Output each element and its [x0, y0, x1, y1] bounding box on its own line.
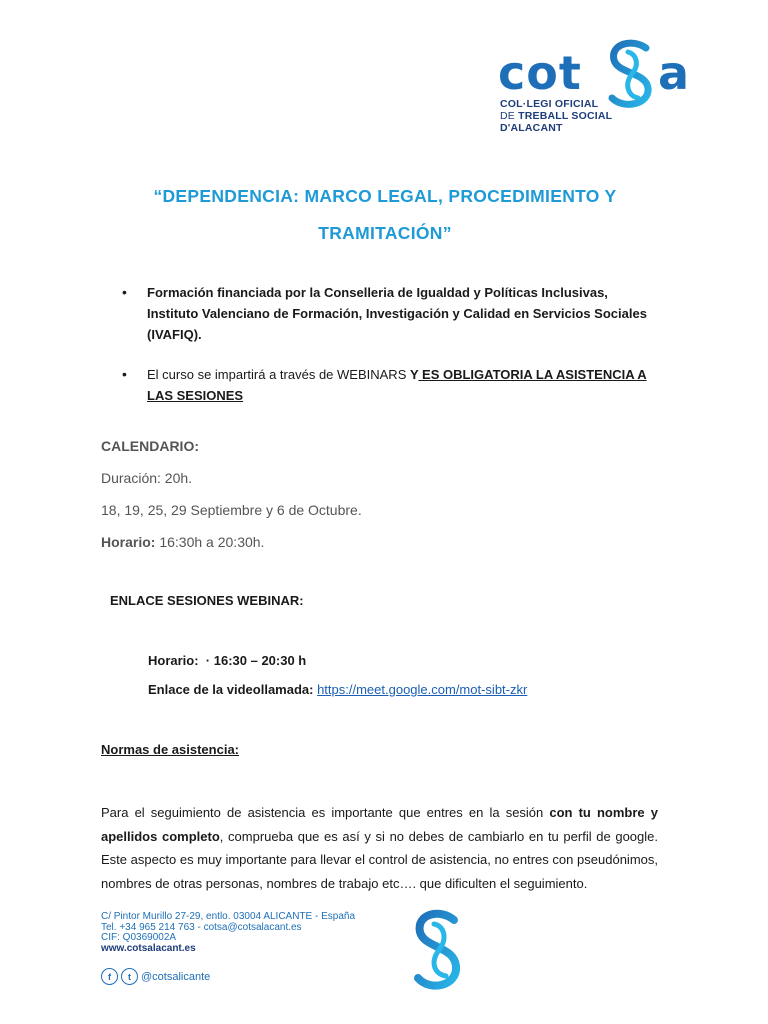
calendar-dates: 18, 19, 25, 29 Septiembre y 6 de Octubre.	[101, 502, 362, 518]
bullet-webinars-underlined: ES OBLIGATORIA LA ASISTENCIA A LAS SESIONES	[147, 367, 647, 403]
social-handle: @cotsalicante	[141, 970, 211, 983]
normas-paragraph	[101, 801, 658, 895]
logo-wordmark	[498, 46, 691, 100]
bullet-webinars	[122, 364, 662, 406]
footer-website[interactable]: www.cotsalacant.es	[101, 942, 196, 954]
calendar-heading: CALENDARIO:	[101, 438, 199, 454]
bullet-webinars-text: El curso se impartirá a través de WEBINARS	[147, 367, 410, 382]
logo-line1: COL·LEGI OFICIAL	[500, 98, 599, 110]
bullet-dot-icon: •	[122, 366, 127, 382]
normas-heading: Normas de asistencia:	[101, 742, 240, 757]
twitter-icon[interactable]: t	[121, 968, 138, 985]
webinar-horario-value: · 16:30 – 20:30 h	[205, 653, 307, 668]
footer-social	[101, 968, 210, 985]
logo-line2	[500, 110, 612, 122]
bullet-webinars-bold: Y	[409, 367, 419, 382]
footer-address: C/ Pintor Murillo 27-29, entlo. 03004 ALICANTE - España	[101, 911, 356, 922]
webinar-heading: ENLACE SESIONES WEBINAR:	[110, 593, 304, 608]
webinar-link-row	[148, 682, 527, 697]
bullet-funding-text: Formación financiada por la Conselleria de Igualdad y Políticas Inclusivas, Instituto Valenciano de Formación, Investigación y Calidad en Servicios Sociales (IVAFIQ).	[147, 285, 647, 342]
cotsa-logo	[498, 38, 708, 168]
schedule-label: Horario:	[101, 534, 156, 550]
logo-word-right: a	[658, 46, 691, 100]
logo-word-left: cot	[498, 46, 582, 100]
schedule-value: 16:30h a 20:30h.	[155, 534, 265, 550]
facebook-icon[interactable]: f	[101, 968, 118, 985]
logo-line2-bold: TREBALL SOCIAL	[518, 110, 613, 122]
logo-subtitle	[500, 98, 612, 134]
calendar-duration: Duración: 20h.	[101, 470, 193, 486]
logo-line2-prefix: DE	[500, 110, 519, 122]
webinar-link-label: Enlace de la videollamada:	[148, 682, 318, 697]
footer-contact	[101, 912, 355, 954]
footer-cif: CIF: Q0369002A	[101, 932, 177, 943]
webinar-horario	[148, 653, 306, 668]
footer-phone: Tel. +34 965 214 763 - cotsa@cotsalacant.es	[101, 921, 302, 933]
meeting-link[interactable]: https://meet.google.com/mot-sibt-zkr	[317, 682, 528, 697]
document-title-line2: TRAMITACIÓN”	[318, 223, 452, 243]
webinar-horario-label: Horario:	[148, 653, 199, 668]
footer-s-logo-icon	[408, 908, 466, 992]
normas-text-1: Para el seguimiento de asistencia es importante que entres en la sesión	[101, 805, 550, 820]
bullet-funding	[122, 282, 662, 345]
normas-text-2: , comprueba que es así y si no debes de cambiarlo en tu perfil de google. Este aspecto es muy importante para llevar el control de asistencia, no entres con pseudónimos, nombres de otras personas, nombres de trabajo etc…. que dificulten el seguimiento.	[101, 828, 658, 891]
calendar-schedule	[101, 534, 264, 550]
bullet-dot-icon: •	[122, 284, 127, 300]
normas-text-bold: con tu nombre y apellidos completo	[101, 805, 658, 844]
logo-line3: D'ALACANT	[500, 122, 563, 134]
document-title-line1: “DEPENDENCIA: MARCO LEGAL, PROCEDIMIENTO Y	[153, 186, 617, 206]
